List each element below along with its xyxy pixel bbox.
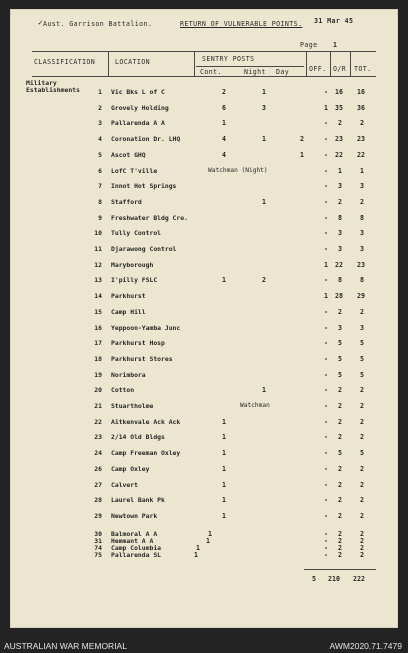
tot-count: 8: [360, 213, 364, 222]
or-count: 3: [338, 245, 342, 253]
row-number: 26: [94, 464, 102, 473]
tot-count: 29: [357, 292, 365, 301]
or-count: 16: [335, 88, 343, 96]
tot-count: 2: [360, 307, 364, 316]
row-number: 1: [98, 88, 102, 96]
tot-count: 2: [360, 543, 364, 552]
or-count: 5: [338, 449, 342, 458]
cont-posts: 1: [222, 480, 226, 489]
or-count: 3: [338, 229, 342, 238]
night-posts: Watchman: [240, 402, 270, 409]
or-count: 2: [338, 417, 342, 426]
row-number: 75: [94, 550, 102, 559]
col-off: OFF.: [309, 65, 327, 73]
location-name: Camp Oxley: [111, 464, 150, 473]
row-number: 19: [94, 370, 102, 379]
night-posts: 3: [262, 103, 266, 112]
row-number: 18: [94, 354, 102, 363]
location-name: Calvert: [111, 480, 138, 489]
col-night: Night: [244, 68, 266, 76]
row-number: 17: [94, 339, 102, 348]
off-count: -: [324, 511, 328, 520]
cont-posts: 1: [222, 433, 226, 442]
cont-posts: 1: [206, 536, 210, 545]
tot-count: 22: [357, 150, 365, 159]
cont-posts: 1: [222, 464, 226, 473]
document-page: [10, 9, 398, 628]
total-off: 5: [312, 575, 316, 583]
totals-rule: [304, 569, 376, 570]
off-count: -: [324, 536, 328, 545]
location-name: Cotton: [111, 386, 135, 395]
archive-footer: [0, 637, 408, 653]
off-count: -: [324, 354, 328, 363]
tot-count: 2: [360, 464, 364, 473]
night-posts: 1: [262, 88, 266, 96]
location-name: Parkhurst Stores: [111, 354, 173, 363]
or-count: 3: [338, 182, 342, 191]
off-count: -: [324, 135, 328, 144]
or-count: 2: [338, 402, 342, 410]
cont-posts: 1: [222, 119, 226, 128]
cont-posts: 1: [222, 496, 226, 505]
location-name: Laurel Bank Pk: [111, 496, 165, 505]
tot-count: 1: [360, 166, 364, 175]
location-name: Grovely Holding: [111, 103, 169, 112]
table-top-rule: [32, 51, 376, 52]
or-count: 2: [338, 511, 342, 520]
or-count: 2: [338, 197, 342, 206]
tot-count: 3: [360, 182, 364, 191]
off-count: 1: [324, 260, 328, 269]
off-count: -: [324, 496, 328, 505]
row-number: 29: [94, 511, 102, 520]
or-count: 1: [338, 166, 342, 175]
classification-cell: Military Establishments: [26, 79, 80, 94]
off-count: -: [324, 480, 328, 489]
col-divider: [108, 51, 109, 77]
tot-count: 23: [357, 135, 365, 144]
off-count: -: [324, 433, 328, 442]
tot-count: 36: [357, 103, 365, 112]
night-posts: 1: [262, 135, 266, 144]
col-day: Day: [276, 68, 290, 76]
location-name: Vic Bks L of C: [111, 88, 165, 96]
location-name: Freshwater Bldg Cre.: [111, 213, 188, 222]
row-number: 4: [98, 135, 102, 144]
sentry-posts-rule: [196, 66, 304, 67]
row-number: 2: [98, 103, 102, 112]
day-posts: 1: [300, 150, 304, 159]
row-number: 11: [94, 245, 102, 253]
row-number: 27: [94, 480, 102, 489]
location-name: Camp Freeman Oxley: [111, 449, 181, 458]
row-number: 16: [94, 323, 102, 332]
tot-count: 2: [360, 529, 364, 538]
tot-count: 5: [360, 339, 364, 348]
day-posts: 2: [300, 135, 304, 144]
document-date: 31 Mar 45: [314, 17, 354, 25]
total-tot: 222: [353, 575, 365, 583]
or-count: 22: [335, 260, 343, 269]
tot-count: 2: [360, 386, 364, 395]
off-count: -: [324, 449, 328, 458]
location-name: Maryborough: [111, 260, 154, 269]
or-count: 35: [335, 103, 343, 112]
row-number: 74: [94, 543, 102, 552]
location-name: Ascot GHQ: [111, 150, 146, 159]
row-number: 21: [94, 402, 102, 410]
row-number: 3: [98, 119, 102, 128]
or-count: 23: [335, 135, 343, 144]
tick-mark: ✓: [38, 18, 43, 27]
or-count: 2: [338, 550, 342, 559]
cont-posts: 1: [222, 449, 226, 458]
location-name: LofC T'ville: [111, 166, 158, 175]
tot-count: 3: [360, 323, 364, 332]
tot-count: 2: [360, 417, 364, 426]
off-count: -: [324, 529, 328, 538]
row-number: 20: [94, 386, 102, 395]
or-count: 28: [335, 292, 343, 301]
off-count: -: [324, 119, 328, 128]
off-count: 1: [324, 292, 328, 301]
cont-posts: 1: [222, 511, 226, 520]
off-count: -: [324, 386, 328, 395]
off-count: -: [324, 370, 328, 379]
or-count: 2: [338, 496, 342, 505]
location-name: Tully Control: [111, 229, 162, 238]
cont-posts: 4: [222, 135, 226, 144]
tot-count: 2: [360, 480, 364, 489]
row-number: 30: [94, 529, 102, 538]
off-count: -: [324, 166, 328, 175]
off-count: -: [324, 550, 328, 559]
night-posts: 1: [262, 386, 266, 395]
or-count: 8: [338, 213, 342, 222]
tot-count: 16: [357, 88, 365, 96]
off-count: -: [324, 323, 328, 332]
off-count: -: [324, 464, 328, 473]
location-name: Camp Hill: [111, 307, 146, 316]
location-name: Balmoral A A: [111, 529, 158, 538]
off-count: 1: [324, 103, 328, 112]
or-count: 2: [338, 386, 342, 395]
or-count: 2: [338, 480, 342, 489]
row-number: 14: [94, 292, 102, 301]
page-label: Page: [300, 41, 318, 49]
cont-posts: 1: [194, 550, 198, 559]
tot-count: 5: [360, 370, 364, 379]
page-number: 1: [333, 41, 338, 49]
or-count: 2: [338, 307, 342, 316]
tot-count: 2: [360, 536, 364, 545]
col-or: O/R: [333, 65, 347, 73]
location-name: Stafford: [111, 197, 142, 206]
off-count: -: [324, 402, 328, 410]
off-count: -: [324, 276, 328, 285]
off-count: -: [324, 307, 328, 316]
or-count: 2: [338, 543, 342, 552]
cont-posts: 1: [222, 417, 226, 426]
or-count: 2: [338, 529, 342, 538]
location-name: Norimbora: [111, 370, 146, 379]
tot-count: 2: [360, 197, 364, 206]
location-name: Hemmant A A: [111, 536, 154, 545]
tot-count: 3: [360, 229, 364, 238]
tot-count: 2: [360, 511, 364, 520]
cont-posts: 1: [196, 543, 200, 552]
tot-count: 5: [360, 449, 364, 458]
location-name: Pallarenda SL: [111, 550, 162, 559]
row-number: 28: [94, 496, 102, 505]
or-count: 2: [338, 536, 342, 545]
unit-name: Aust. Garrison Battalion.: [43, 20, 153, 28]
night-posts: 2: [262, 276, 266, 285]
cont-posts: 4: [222, 150, 226, 159]
col-classification: CLASSIFICATION: [34, 58, 96, 66]
off-count: -: [324, 229, 328, 238]
tot-count: 8: [360, 276, 364, 285]
archive-name: AUSTRALIAN WAR MEMORIAL: [4, 641, 127, 651]
table-header-rule: [32, 76, 376, 77]
tot-count: 2: [360, 433, 364, 442]
tot-count: 2: [360, 402, 364, 410]
off-count: -: [324, 213, 328, 222]
cont-posts: 1: [208, 529, 212, 538]
cont-posts: 6: [222, 103, 226, 112]
col-cont: Cont.: [200, 68, 222, 76]
row-number: 10: [94, 229, 102, 238]
row-number: 31: [94, 536, 102, 545]
tot-count: 5: [360, 354, 364, 363]
off-count: -: [324, 417, 328, 426]
location-name: Yeppoon-Yamba Junc: [111, 323, 181, 332]
row-number: 6: [98, 166, 102, 175]
tot-count: 2: [360, 119, 364, 128]
row-number: 12: [94, 260, 102, 269]
location-name: Newtown Park: [111, 511, 158, 520]
location-name: Camp Columbia: [111, 543, 162, 552]
or-count: 22: [335, 150, 343, 159]
col-sentry-posts: SENTRY POSTS: [202, 55, 255, 63]
col-location: LOCATION: [115, 58, 150, 66]
row-number: 22: [94, 417, 102, 426]
or-count: 2: [338, 433, 342, 442]
or-count: 5: [338, 370, 342, 379]
col-divider: [350, 51, 351, 77]
col-tot: TOT.: [354, 65, 372, 73]
location-name: Djarawong Control: [111, 245, 177, 253]
tot-count: 23: [357, 260, 365, 269]
off-count: -: [324, 150, 328, 159]
off-count: -: [324, 245, 328, 253]
location-name: Stuartholme: [111, 402, 154, 410]
col-divider: [306, 51, 307, 77]
tot-count: 2: [360, 496, 364, 505]
or-count: 2: [338, 119, 342, 128]
col-divider: [330, 51, 331, 77]
row-number: 5: [98, 150, 102, 159]
tot-count: 3: [360, 245, 364, 253]
or-count: 3: [338, 323, 342, 332]
cont-posts: Watchman (Night): [208, 166, 268, 174]
or-count: 2: [338, 464, 342, 473]
off-count: -: [324, 182, 328, 191]
off-count: -: [324, 339, 328, 348]
row-number: 23: [94, 433, 102, 442]
location-name: Parkhurst Hosp: [111, 339, 165, 348]
location-name: Parkhurst: [111, 292, 146, 301]
cont-posts: 1: [222, 276, 226, 285]
document-title: RETURN OF VULNERABLE POINTS.: [180, 20, 303, 28]
row-number: 13: [94, 276, 102, 285]
location-name: Innot Hot Springs: [111, 182, 177, 191]
archive-reference: AWM2020.71.7479: [329, 641, 402, 651]
night-posts: 1: [262, 197, 266, 206]
location-name: Coronation Dr. LHQ: [111, 135, 181, 144]
row-number: 24: [94, 449, 102, 458]
location-name: 2/14 Old Bldgs: [111, 433, 165, 442]
cont-posts: 2: [222, 88, 226, 96]
off-count: -: [324, 197, 328, 206]
tot-count: 2: [360, 550, 364, 559]
off-count: -: [324, 543, 328, 552]
or-count: 5: [338, 339, 342, 348]
row-number: 9: [98, 213, 102, 222]
col-divider: [194, 51, 195, 77]
location-name: Pallarenda A A: [111, 119, 165, 128]
off-count: -: [324, 88, 328, 96]
or-count: 5: [338, 354, 342, 363]
location-name: I'pilly FSLC: [111, 276, 158, 285]
row-number: 7: [98, 182, 102, 191]
location-name: Aitkenvale Ack Ack: [111, 417, 181, 426]
total-or: 210: [328, 575, 340, 583]
row-number: 15: [94, 307, 102, 316]
or-count: 8: [338, 276, 342, 285]
row-number: 8: [98, 197, 102, 206]
